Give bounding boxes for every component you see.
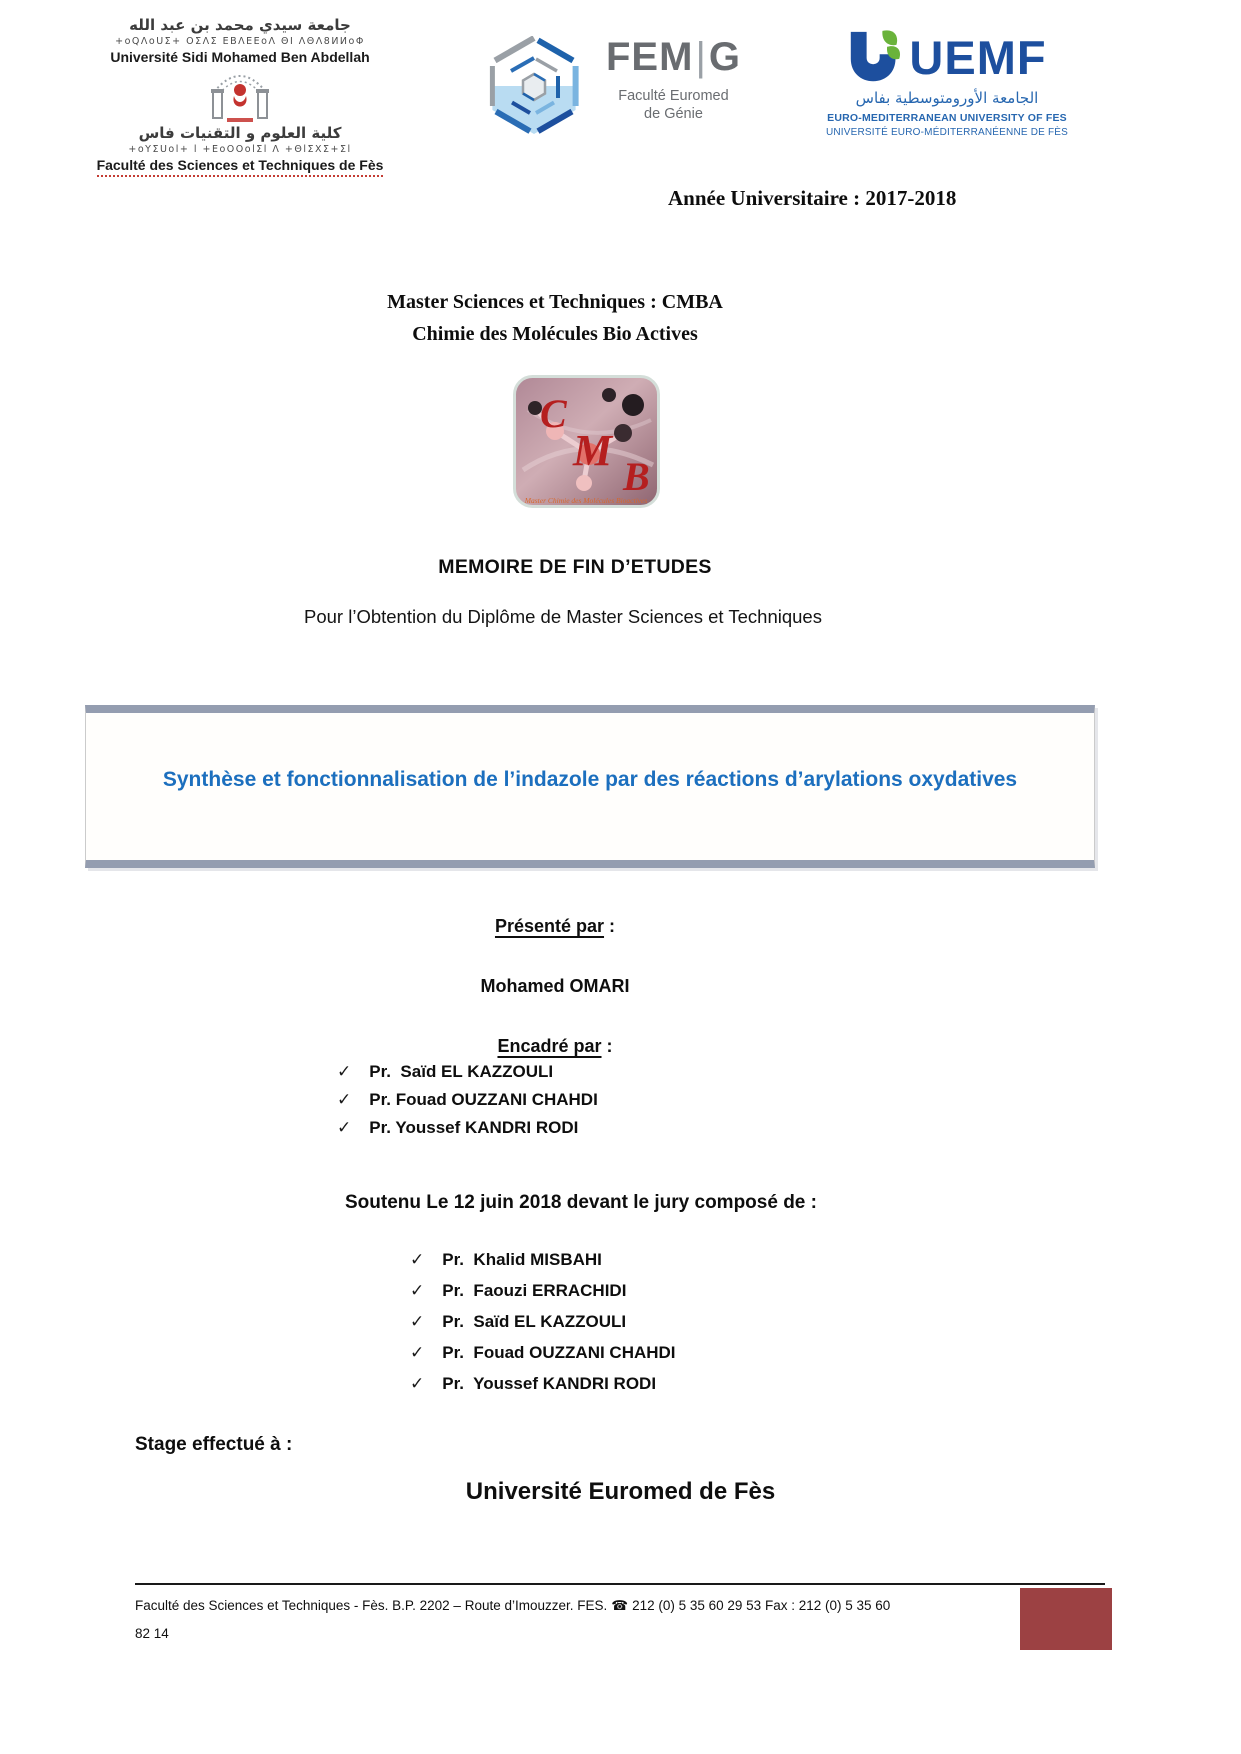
femg-faculty-line1: Faculté Euromed (618, 88, 729, 104)
fst-gate-emblem-icon (201, 68, 279, 124)
check-list-item (410, 1343, 676, 1374)
femg-acronym (606, 36, 741, 78)
memoire-heading: MEMOIRE DE FIN D’ETUDES (438, 556, 712, 578)
jury-list (410, 1250, 676, 1405)
fst-logo-block (88, 16, 392, 177)
checkmark-icon: ✓ (410, 1374, 425, 1394)
check-list-item (410, 1281, 676, 1312)
cmb-master-logo (513, 375, 660, 508)
footer-address-line1: Faculté des Sciences et Techniques - Fès. B.P. 2202 – Route d’Imouzzer. FES. (135, 1598, 608, 1613)
person-name: Pr. Youssef KANDRI RODI (369, 1118, 579, 1137)
footer-phone-fax: 212 (0) 5 35 60 29 53 Fax : 212 (0) 5 35 60 (632, 1598, 891, 1613)
thesis-title: Synthèse et fonctionnalisation de l’indazole par des réactions d’arylations oxydatives (162, 768, 1018, 791)
femg-fem: FEM (606, 35, 694, 79)
uemf-name-english: EURO-MEDITERRANEAN UNIVERSITY OF FES (827, 112, 1067, 124)
person-name: Pr. Faouzi ERRACHIDI (442, 1281, 627, 1300)
check-list-item (337, 1062, 598, 1090)
checkmark-icon: ✓ (337, 1118, 352, 1138)
fst-faculty-arabic-name: كلية العلوم و التقنيات فاس (138, 124, 342, 143)
person-name: Pr. Fouad OUZZANI CHAHDI (369, 1090, 598, 1109)
uemf-u-leaf-icon (847, 30, 903, 84)
person-name: Pr. Saïd EL KAZZOULI (442, 1312, 627, 1331)
checkmark-icon: ✓ (410, 1343, 425, 1363)
checkmark-icon: ✓ (410, 1281, 425, 1301)
master-heading (0, 286, 1110, 350)
cmb-caption: Master Chimie des Molécules Bioactives (524, 496, 648, 505)
footer-divider (135, 1583, 1105, 1585)
colon: : (601, 1036, 613, 1056)
fst-faculty-name: Faculté des Sciences et Techniques de Fès (97, 157, 384, 178)
thesis-title-box (85, 705, 1095, 868)
check-list-item (410, 1250, 676, 1281)
academic-year: Année Universitaire : 2017-2018 (668, 186, 957, 210)
femg-logo-block (478, 36, 741, 136)
cmb-letter-b: B (623, 454, 650, 499)
checkmark-icon: ✓ (410, 1250, 425, 1270)
fst-arabic-name: جامعة سيدي محمد بن عبد الله (129, 16, 351, 34)
person-name: Pr. Youssef KANDRI RODI (442, 1374, 657, 1393)
cmb-letter-m: M (573, 426, 613, 475)
person-name: Pr. Fouad OUZZANI CHAHDI (442, 1343, 676, 1362)
checkmark-icon: ✓ (410, 1312, 425, 1332)
fst-university-name: Université Sidi Mohamed Ben Abdellah (110, 48, 370, 65)
diploma-subtitle: Pour l’Obtention du Diplôme de Master Sciences et Techniques (304, 606, 822, 627)
uemf-name-french: UNIVERSITÉ EURO-MÉDITERRANÉENNE DE FÈS (825, 127, 1069, 138)
femg-g: G (708, 35, 741, 79)
internship-location: Université Euromed de Fès (465, 1478, 776, 1505)
uemf-arabic-name: الجامعة الأورومتوسطية بفاس (855, 89, 1039, 107)
footer-address (135, 1592, 1035, 1647)
checkmark-icon: ✓ (337, 1062, 352, 1082)
femg-faculty-line2: de Génie (644, 106, 703, 122)
femg-text-block (606, 36, 741, 123)
supervised-by-heading (0, 1036, 1110, 1057)
defense-date-line: Soutenu Le 12 juin 2018 devant le jury composé de : (345, 1192, 817, 1213)
person-name: Pr. Khalid MISBAHI (442, 1250, 602, 1269)
footer-maroon-block (1020, 1588, 1112, 1650)
femg-hexagon-icon (478, 36, 590, 136)
internship-label: Stage effectué à : (135, 1434, 293, 1455)
check-list-item (337, 1118, 598, 1146)
check-list-item (410, 1374, 676, 1405)
checkmark-icon: ✓ (337, 1090, 352, 1110)
check-list-item (337, 1090, 598, 1118)
presented-by-label: Présenté par (494, 916, 605, 936)
uemf-acronym: UEMF (909, 30, 1047, 84)
check-list-item (410, 1312, 676, 1343)
master-line1: Master Sciences et Techniques : CMBA (387, 291, 723, 313)
fst-tifinagh-name: +oQΛoUΣ+ OΣΛΣ EBΛEEoΛ ΘI ΛΘΛ8ИИoΦ (115, 35, 365, 47)
footer-address-line2: 82 14 (135, 1626, 169, 1641)
uemf-logo-block (823, 30, 1071, 138)
phone-icon: ☎ (611, 1598, 629, 1614)
supervisors-list (337, 1062, 598, 1146)
supervised-by-label: Encadré par (497, 1036, 602, 1056)
fst-faculty-tifinagh-name: +oYΣUol+ l +EoOOolΣl Λ +ΘlΣXΣ+Σl (128, 143, 352, 155)
person-name: Pr. Saïd EL KAZZOULI (369, 1062, 554, 1081)
presented-by-heading (0, 916, 1110, 937)
femg-separator: | (695, 35, 707, 79)
colon: : (604, 916, 616, 936)
master-line2: Chimie des Molécules Bio Actives (412, 323, 698, 345)
author-name: Mohamed OMARI (480, 976, 630, 996)
cmb-letter-c: C (540, 391, 567, 436)
